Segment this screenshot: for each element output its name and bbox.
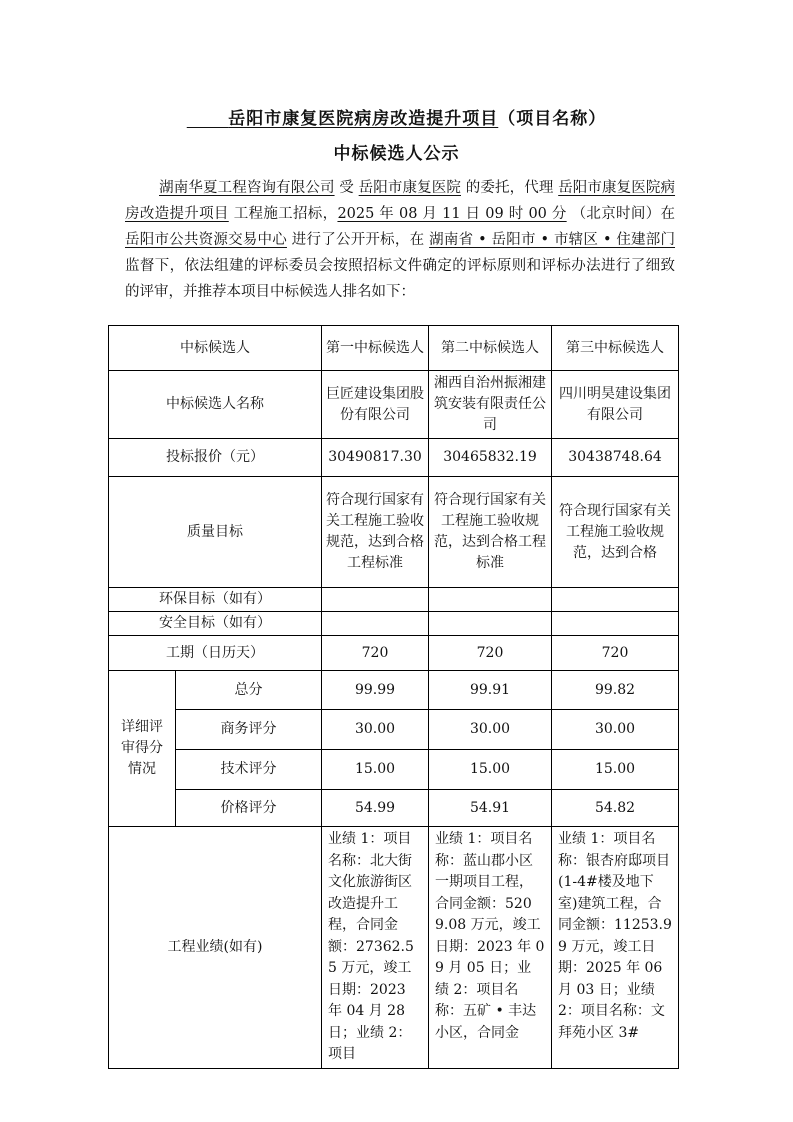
header-col-1: 第一中标候选人 [322, 326, 429, 371]
name-row [109, 371, 679, 439]
candidate-name-3: 四川明昊建设集团有限公司 [552, 371, 679, 439]
score-row-price [109, 790, 679, 827]
score-business-2: 30.00 [429, 710, 552, 750]
performance-label: 工程业绩(如有) [109, 827, 322, 1069]
score-business-1: 30.00 [322, 710, 429, 750]
quality-label: 质量目标 [109, 477, 322, 588]
header-label: 中标候选人 [109, 326, 322, 371]
price-3: 30438748.64 [552, 439, 679, 477]
header-col-3: 第三中标候选人 [552, 326, 679, 371]
price-1: 30490817.30 [322, 439, 429, 477]
quality-1: 符合现行国家有关工程施工验收规范，达到合格工程标准 [322, 477, 429, 588]
score-label-business: 商务评分 [176, 710, 322, 750]
score-price-1: 54.99 [322, 790, 429, 827]
quality-row [109, 477, 679, 588]
venue-name: 岳阳市公共资源交易中心 [125, 232, 287, 248]
header-row [109, 326, 679, 371]
opening-datetime: 2025 年 08 月 11 日 09 时 00 分 [337, 206, 567, 222]
score-total-2: 99.91 [429, 671, 552, 710]
performance-2: 业绩 1：项目名称：蓝山郡小区一期项目工程，合同金额：5209.08 万元，竣工日期：2023 年 09 月 05 日；业绩 2：项目名称：五矿 • 丰达小区，合同金 [429, 827, 552, 1069]
score-technical-2: 15.00 [429, 750, 552, 790]
env-2 [429, 588, 552, 612]
duration-row [109, 636, 679, 671]
candidate-table [108, 325, 679, 1069]
candidate-name-1: 巨匠建设集团股份有限公司 [322, 371, 429, 439]
price-row [109, 439, 679, 477]
quality-2: 符合现行国家有关工程施工验收规范，达到合格工程标准 [429, 477, 552, 588]
quality-3: 符合现行国家有关工程施工验收规范，达到合格 [552, 477, 679, 588]
client-name: 岳阳市康复医院 [358, 180, 461, 196]
score-total-3: 99.82 [552, 671, 679, 710]
score-technical-1: 15.00 [322, 750, 429, 790]
env-3 [552, 588, 679, 612]
safety-3 [552, 612, 679, 636]
score-business-3: 30.00 [552, 710, 679, 750]
env-1 [322, 588, 429, 612]
candidate-name-2: 湘西自治州振湘建筑安装有限责任公司 [429, 371, 552, 439]
performance-row [109, 827, 679, 1069]
env-row [109, 588, 679, 612]
supervisor-name: 湖南省 • 岳阳市 • 市辖区 • 住建部门 [429, 232, 676, 248]
name-label: 中标候选人名称 [109, 371, 322, 439]
score-label-price: 价格评分 [176, 790, 322, 827]
price-label: 投标报价（元） [109, 439, 322, 477]
document-subtitle: 中标候选人公示 [333, 144, 460, 164]
safety-1 [322, 612, 429, 636]
safety-2 [429, 612, 552, 636]
score-row-total [109, 671, 679, 710]
score-label-total: 总分 [176, 671, 322, 710]
score-price-2: 54.91 [429, 790, 552, 827]
document-title [0, 104, 793, 129]
agency-name: 湖南华夏工程咨询有限公司 [159, 180, 335, 196]
price-2: 30465832.19 [429, 439, 552, 477]
performance-3: 业绩 1：项目名称：银杏府邸项目(1-4#楼及地下室)建筑工程，合同金额：11253.99 万元，竣工日期：2025 年 06 月 03 日；业绩 2：项目名称：文拜苑小区 3# [552, 827, 679, 1069]
project-name: 岳阳市康复医院病房改造提升项目 [125, 180, 676, 222]
score-group-label: 详细评审得分情况 [109, 671, 176, 827]
project-name-title: 岳阳市康复医院病房改造提升项目 [228, 109, 499, 129]
safety-label: 安全目标（如有） [109, 612, 322, 636]
header-col-2: 第二中标候选人 [429, 326, 552, 371]
duration-label: 工期（日历天） [109, 636, 322, 671]
duration-3: 720 [552, 636, 679, 671]
duration-2: 720 [429, 636, 552, 671]
score-total-1: 99.99 [322, 671, 429, 710]
intro-paragraph: 湖南华夏工程咨询有限公司 受 岳阳市康复医院 的委托，代理 岳阳市康复医院病房改造提升项目 工程施工招标，2025 年 08 月 11 日 09 时 00 分 （北京时间）在 岳阳市公共资源交易中心 进行了公开开标，在 湖南省 • 岳阳市 • 市辖区 • 住建部门 监督下，依法组建的评标委员会按照招标文件确定的评标原则和评标办法进行了细致的评审，并推荐本项目中标候选人排名如下： [125, 180, 676, 300]
score-row-technical [109, 750, 679, 790]
safety-row [109, 612, 679, 636]
performance-1: 业绩 1：项目名称：北大街文化旅游街区改造提升工程，合同金额：27362.55 万元，竣工日期：2023 年 04 月 28 日；业绩 2：项目 [322, 827, 429, 1069]
score-technical-3: 15.00 [552, 750, 679, 790]
title-suffix: （项目名称） [498, 109, 607, 129]
score-label-technical: 技术评分 [176, 750, 322, 790]
score-row-business [109, 710, 679, 750]
env-label: 环保目标（如有） [109, 588, 322, 612]
duration-1: 720 [322, 636, 429, 671]
score-price-3: 54.82 [552, 790, 679, 827]
